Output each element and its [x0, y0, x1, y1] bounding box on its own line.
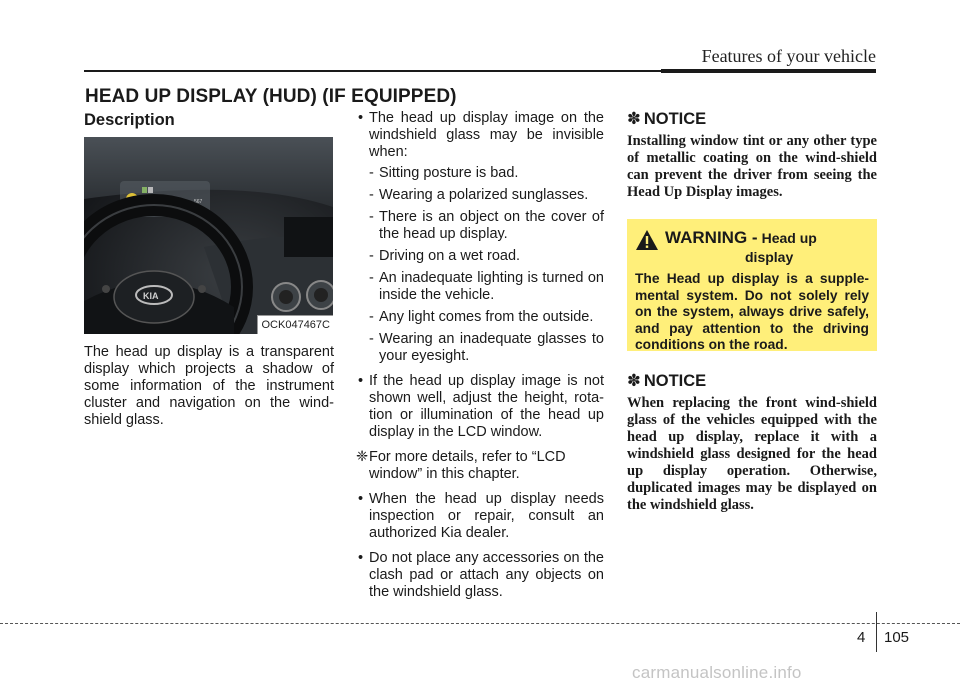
bullet-accessories: • Do not place any accessories on the clash pad or attach any objects on the windshield glass.	[356, 550, 604, 601]
list-item: - Wearing an inadequate glasses to your eyesight.	[369, 331, 604, 365]
footer-divider	[876, 612, 877, 652]
hud-figure	[84, 137, 333, 334]
column-description	[84, 110, 334, 429]
hud-bullets	[356, 110, 604, 441]
notice-star-icon: ✽	[627, 372, 641, 390]
hud-bullets-more	[356, 491, 604, 601]
watermark: carmanualsonline.info	[632, 663, 802, 682]
warning-subject: Head up	[761, 230, 817, 246]
page-number: 105	[884, 629, 910, 646]
bullet-adjust: • If the head up display image is not shown well, adjust the height, rota-tion or illumination of the head up display in the LCD window.	[356, 373, 604, 441]
footer-rule	[0, 623, 960, 624]
hud-right-text: 567	[194, 199, 203, 205]
hud-illustration	[84, 137, 333, 334]
warning-triangle-icon	[635, 229, 659, 251]
notice-body-2: When replacing the front wind-shield glass of the vehicles equipped with the head up display, replace it with a windshield glass designed for the head up display operation. Otherwise, duplicated images may be displayed on the windshield glass.	[627, 395, 877, 513]
warning-box	[627, 219, 877, 351]
reference-mark-icon: ❈	[356, 449, 369, 465]
header-title: Features of your vehicle	[701, 46, 876, 66]
notice-title-2	[627, 373, 877, 390]
list-item: - An inadequate lighting is turned on inside the vehicle.	[369, 270, 604, 304]
warning-word: WARNING -	[665, 228, 758, 247]
notice-title-1	[627, 111, 877, 128]
conditions-list	[369, 165, 604, 365]
reference-text: For more details, refer to “LCD window” in this chapter.	[369, 449, 566, 482]
figure-code: OCK047467C	[257, 315, 334, 334]
column-conditions	[356, 110, 604, 609]
bullet-visibility	[356, 110, 604, 365]
description-heading: Description	[84, 111, 175, 129]
svg-text:KIA: KIA	[143, 291, 159, 301]
warning-subject-2: display	[745, 249, 794, 265]
hud-speed-text: 60	[144, 194, 158, 208]
section-title: HEAD UP DISPLAY (HUD) (IF EQUIPPED)	[85, 86, 457, 107]
hud-limit-text: 100	[128, 198, 137, 204]
notice-title-text: NOTICE	[643, 110, 707, 128]
chapter-number: 4	[857, 629, 866, 646]
bullet-inspection: • When the head up display needs inspection or repair, consult an authorized Kia dealer.	[356, 491, 604, 542]
warning-body: The Head up display is a supple-mental system. Do not solely rely on the system, always drive safely, and pay attention to the driving conditions on the road.	[635, 271, 869, 352]
list-item: - Wearing a polarized sunglasses.	[369, 187, 604, 204]
list-item: - Driving on a wet road.	[369, 248, 604, 265]
list-item: - Sitting posture is bad.	[369, 165, 604, 182]
column-notices	[627, 110, 877, 514]
notice-star-icon: ✽	[627, 110, 641, 128]
list-item: - Any light comes from the outside.	[369, 309, 604, 326]
bullet-visibility-text: The head up display image on the windshield glass may be invisible when:	[369, 110, 604, 160]
warning-header	[635, 229, 869, 251]
list-item: - There is an object on the cover of the head up display.	[369, 209, 604, 243]
description-paragraph: The head up display is a transparent display which projects a shadow of some information of the instrument cluster and navigation on the wind-shield glass.	[84, 344, 334, 428]
notice-body-1: Installing window tint or any other type of metallic coating on the wind-shield can prevent the driver from seeing the Head Up Display images.	[627, 133, 877, 200]
header-rule-accent	[661, 69, 876, 73]
notice-title-text: NOTICE	[643, 372, 707, 390]
reference-note	[356, 449, 604, 483]
